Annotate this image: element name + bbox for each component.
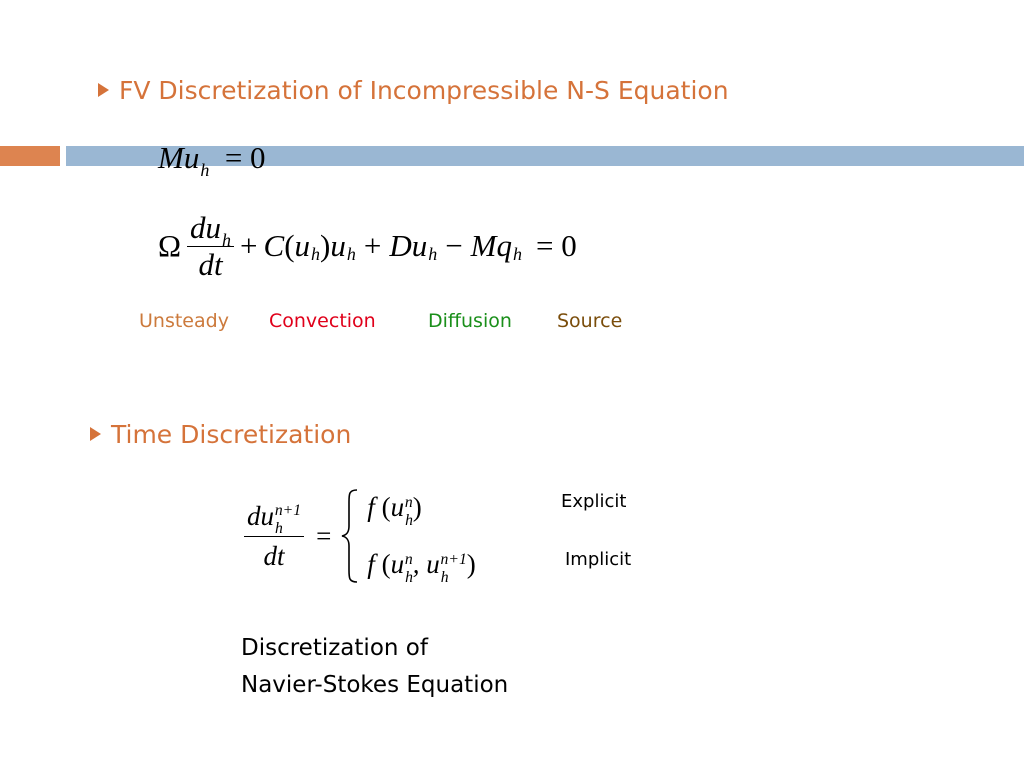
section-title-fv-text: FV Discretization of Incompressible N-S Equation: [119, 76, 729, 105]
left-brace-icon: [339, 488, 361, 584]
time-derivative-fraction-n1: $\frac{du_h^{n+1}}{dt}$: [244, 501, 304, 572]
caption-line-2: Navier-Stokes Equation: [241, 672, 509, 698]
label-implicit: Implicit: [565, 549, 632, 570]
explicit-scheme-formula: f $(u_h^n)$: [367, 492, 422, 529]
label-unsteady: Unsteady: [139, 310, 229, 332]
time-discretization-equation: $\frac{du_h^{n+1}}{dt}$ = f $(u_h^n)$ f ($u_h^n$, $u_h^{n+1}$): [244, 488, 476, 584]
momentum-equation: Ω $\frac{du_h}{dt}$ + C ( u h ) u h + Du h − Mq h = 0: [158, 209, 577, 282]
accent-bar-orange: [0, 146, 60, 166]
label-diffusion: Diffusion: [428, 310, 512, 332]
time-derivative-fraction: $\frac{du_h}{dt}$: [187, 210, 234, 283]
caption-line-1: Discretization of: [241, 635, 428, 661]
label-convection: Convection: [269, 310, 376, 332]
section-title-time: [90, 420, 351, 449]
section-title-fv: [98, 76, 729, 105]
caption: [241, 630, 508, 704]
implicit-scheme-formula: f ($u_h^n$, $u_h^{n+1}$): [367, 549, 476, 586]
arrow-bullet-icon: [98, 83, 109, 97]
label-source: Source: [557, 310, 623, 332]
arrow-bullet-icon: [90, 427, 101, 441]
continuity-equation: $Mu_h = 0$: [158, 140, 266, 181]
section-title-time-text: Time Discretization: [111, 420, 352, 449]
label-explicit: Explicit: [561, 491, 627, 512]
